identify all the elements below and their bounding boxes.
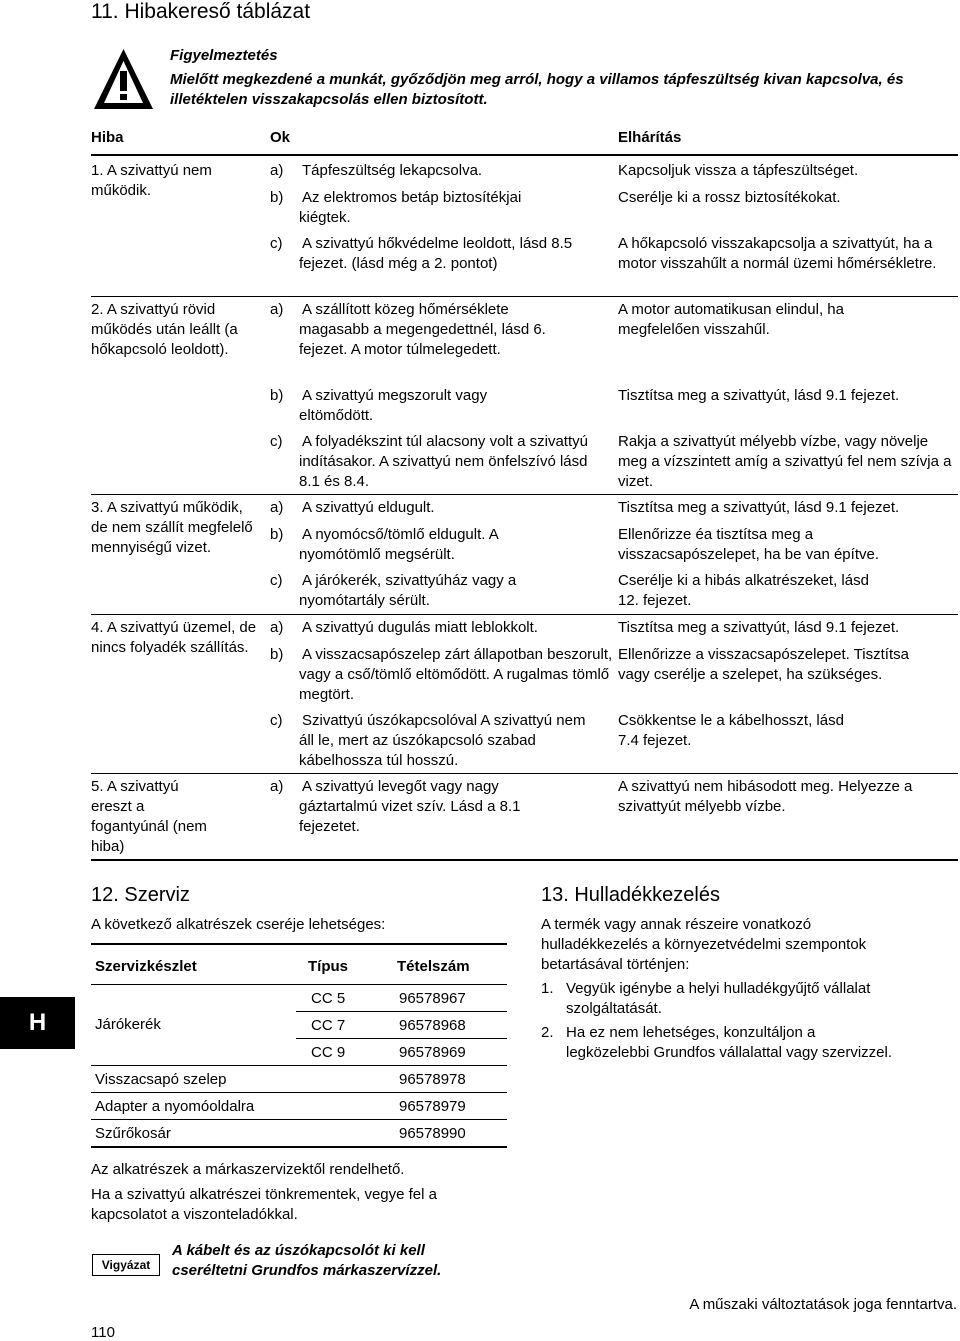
cause-label: c) <box>270 712 283 729</box>
list-item-number: 2. <box>541 1024 554 1041</box>
cause-2c: c) A folyadékszint túl alacsony volt a szivattyú indításakor. A szivattyú nem önfelszívó lásd 8.1 és 8.4. <box>270 433 588 490</box>
remedy-2c: Rakja a szivattyút mélyebb vízbe, vagy növelje meg a vízszintett amíg a szivattyú fel nem szívja a vizet. <box>618 433 952 490</box>
cause-2a: a) A szállított közeg hőmérséklete magasabb a megengedettnél, lásd 6. fejezet. A motor túlmelegedett. <box>270 301 546 358</box>
remedy-1b: Cserélje ki a rossz biztosítékokat. <box>618 189 841 206</box>
cause-label: b) <box>270 526 284 543</box>
fault-3: 3. A szivattyú működik, de nem szállít megfelelő mennyiségű vizet. <box>91 499 253 556</box>
table-header-rule <box>91 154 958 156</box>
service-type: CC 5 <box>311 990 346 1007</box>
cause-4b: b) A visszacsapószelep zárt állapotban beszorult, vagy a cső/tömlő eltömődött. A rugalmas tömlő megtört. <box>270 646 613 703</box>
service-intro: A következő alkatrészek cseréje lehetséges: <box>91 916 386 933</box>
service-note-2: Ha a szivattyú alkatrészei tönkrementek, vegye fel a kapcsolatot a viszonteladókkal. <box>91 1186 437 1223</box>
caution-text: A kábelt és az úszókapcsolót ki kell cseréltetni Grundfos márkaszervízzel. <box>172 1242 442 1279</box>
service-note-1: Az alkatrészek a márkaszervizektől rendelhető. <box>91 1161 405 1178</box>
remedy-4b: Ellenőrizze a visszacsapószelepet. Tisztítsa vagy cserélje a szelepet, ha szükséges. <box>618 646 909 683</box>
row-divider <box>91 1119 507 1120</box>
cause-label: a) <box>270 301 284 318</box>
row-divider <box>91 296 958 297</box>
fault-1: 1. A szivattyú nem működik. <box>91 162 212 199</box>
cause-label: b) <box>270 387 284 404</box>
fault-5: 5. A szivattyú ereszt a fogantyúnál (nem hiba) <box>91 778 207 855</box>
language-side-tab: H <box>0 997 75 1049</box>
section-title-disposal: 13. Hulladékkezelés <box>541 884 720 906</box>
service-item-number: 96578969 <box>399 1044 466 1061</box>
service-header-rule <box>91 984 507 985</box>
list-item-number: 1. <box>541 980 554 997</box>
remedy-3b: Ellenőrizze éa tisztítsa meg a visszacsapószelepet, ha be van építve. <box>618 526 879 563</box>
cause-2b: b) A szivattyú megszorult vagy eltömődött. <box>270 387 488 424</box>
service-impeller-name: Járókerék <box>95 1016 161 1033</box>
cause-label: a) <box>270 778 284 795</box>
cause-label: b) <box>270 189 284 206</box>
row-divider <box>91 773 958 774</box>
service-header-kit: Szervizkészlet <box>95 958 197 975</box>
header-cause: Ok <box>270 129 291 146</box>
service-item-number: 96578990 <box>399 1125 466 1142</box>
cause-label: a) <box>270 162 284 179</box>
cause-1a: a) Tápfeszültség lekapcsolva. <box>270 162 483 179</box>
service-type: CC 9 <box>311 1044 346 1061</box>
cause-label: c) <box>270 235 283 252</box>
service-table-bottom-rule <box>91 1146 507 1148</box>
caution-label: Vigyázat <box>92 1254 160 1276</box>
cause-5a: a) A szivattyú levegőt vagy nagy gáztartalmú vizet szív. Lásd a 8.1 fejezetet. <box>270 778 521 835</box>
row-divider <box>91 494 958 495</box>
remedy-1c: A hőkapcsoló visszakapcsolja a szivattyút, ha a motor visszahűlt a normál üzemi hőmérsékletre. <box>618 235 937 272</box>
cause-1c: c) A szivattyú hőkvédelme leoldott, lásd 8.5 fejezet. (lásd még a 2. pontot) <box>270 235 573 272</box>
row-divider <box>91 1092 507 1093</box>
service-table-top-rule <box>91 943 507 945</box>
page-number: 110 <box>91 1324 115 1341</box>
remedy-3a: Tisztítsa meg a szivattyút, lásd 9.1 fejezet. <box>618 499 900 516</box>
row-divider <box>91 1065 507 1066</box>
row-divider <box>91 614 958 615</box>
cause-label: c) <box>270 433 283 450</box>
remedy-3c: Cserélje ki a hibás alkatrészeket, lásd 12. fejezet. <box>618 572 869 609</box>
cause-label: a) <box>270 619 284 636</box>
service-item-number: 96578968 <box>399 1017 466 1034</box>
service-type: CC 7 <box>311 1017 346 1034</box>
cause-1b: b) Az elektromos betáp biztosítékjai kiégtek. <box>270 189 522 226</box>
remedy-4a: Tisztítsa meg a szivattyút, lásd 9.1 fejezet. <box>618 619 900 636</box>
header-fault: Hiba <box>91 129 124 146</box>
service-item-number: 96578967 <box>399 990 466 1007</box>
fault-2: 2. A szivattyú rövid működés után leállt (a hőkapcsoló leoldott). <box>91 301 238 358</box>
remedy-5a: A szivattyú nem hibásodott meg. Helyezze a szivattyút mélyebb vízbe. <box>618 778 913 815</box>
row-divider <box>296 1011 507 1012</box>
cause-3c: c) A járókerék, szivattyúház vagy a nyomótartály sérült. <box>270 572 517 609</box>
cause-3a: a) A szivattyú eldugult. <box>270 499 435 516</box>
service-header-item: Tételszám <box>397 958 470 975</box>
remedy-2b: Tisztítsa meg a szivattyút, lásd 9.1 fejezet. <box>618 387 900 404</box>
remedy-2a: A motor automatikusan elindul, ha megfelelően visszahűl. <box>618 301 844 338</box>
warning-icon <box>91 45 156 113</box>
section-title-service: 12. Szerviz <box>91 884 190 906</box>
cause-label: c) <box>270 572 283 589</box>
warning-text: Mielőtt megkezdené a munkát, győződjön meg arról, hogy a villamos tápfeszültség kivan kapcsolva, és illetéktelen visszakapcsolás ellen biztosított. <box>170 71 904 108</box>
cause-label: b) <box>270 646 284 663</box>
service-part-name: Visszacsapó szelep <box>95 1071 227 1088</box>
service-item-number: 96578979 <box>399 1098 466 1115</box>
header-remedy: Elhárítás <box>618 129 682 146</box>
remedy-4c: Csökkentse le a kábelhosszt, lásd 7.4 fejezet. <box>618 712 844 749</box>
warning-title: Figyelmeztetés <box>170 47 278 64</box>
cause-4c: c) Szivattyú úszókapcsolóval A szivattyú nem áll le, mert az úszókapcsoló szabad kábelhossza túl hosszú. <box>270 712 586 769</box>
row-divider <box>296 1038 507 1039</box>
fault-4: 4. A szivattyú üzemel, de nincs folyadék szállítás. <box>91 619 257 656</box>
cause-3b: b) A nyomócső/tömlő eldugult. A nyomótömlő megsérült. <box>270 526 498 563</box>
cause-4a: a) A szivattyú dugulás miatt leblokkolt. <box>270 619 538 636</box>
service-part-name: Adapter a nyomóoldalra <box>95 1098 255 1115</box>
service-item-number: 96578978 <box>399 1071 466 1088</box>
disposal-intro: A termék vagy annak részeire vonatkozó hulladékkezelés a környezetvédelmi szempontok betartásával történjen: <box>541 916 867 973</box>
rights-notice: A műszaki változtatások joga fenntartva. <box>689 1296 957 1313</box>
remedy-1a: Kapcsoljuk vissza a tápfeszültséget. <box>618 162 859 179</box>
disposal-item-1: Vegyük igénybe a helyi hulladékgyűjtő vállalat szolgáltatását. <box>566 980 871 1017</box>
table-bottom-rule <box>91 859 958 861</box>
disposal-item-2: Ha ez nem lehetséges, konzultáljon a legközelebbi Grundfos vállalattal vagy szervizzel. <box>566 1024 892 1061</box>
cause-label: a) <box>270 499 284 516</box>
service-header-type: Típus <box>308 958 348 975</box>
service-part-name: Szűrőkosár <box>95 1125 171 1142</box>
section-title-troubleshooting: 11. Hibakereső táblázat <box>91 0 311 23</box>
